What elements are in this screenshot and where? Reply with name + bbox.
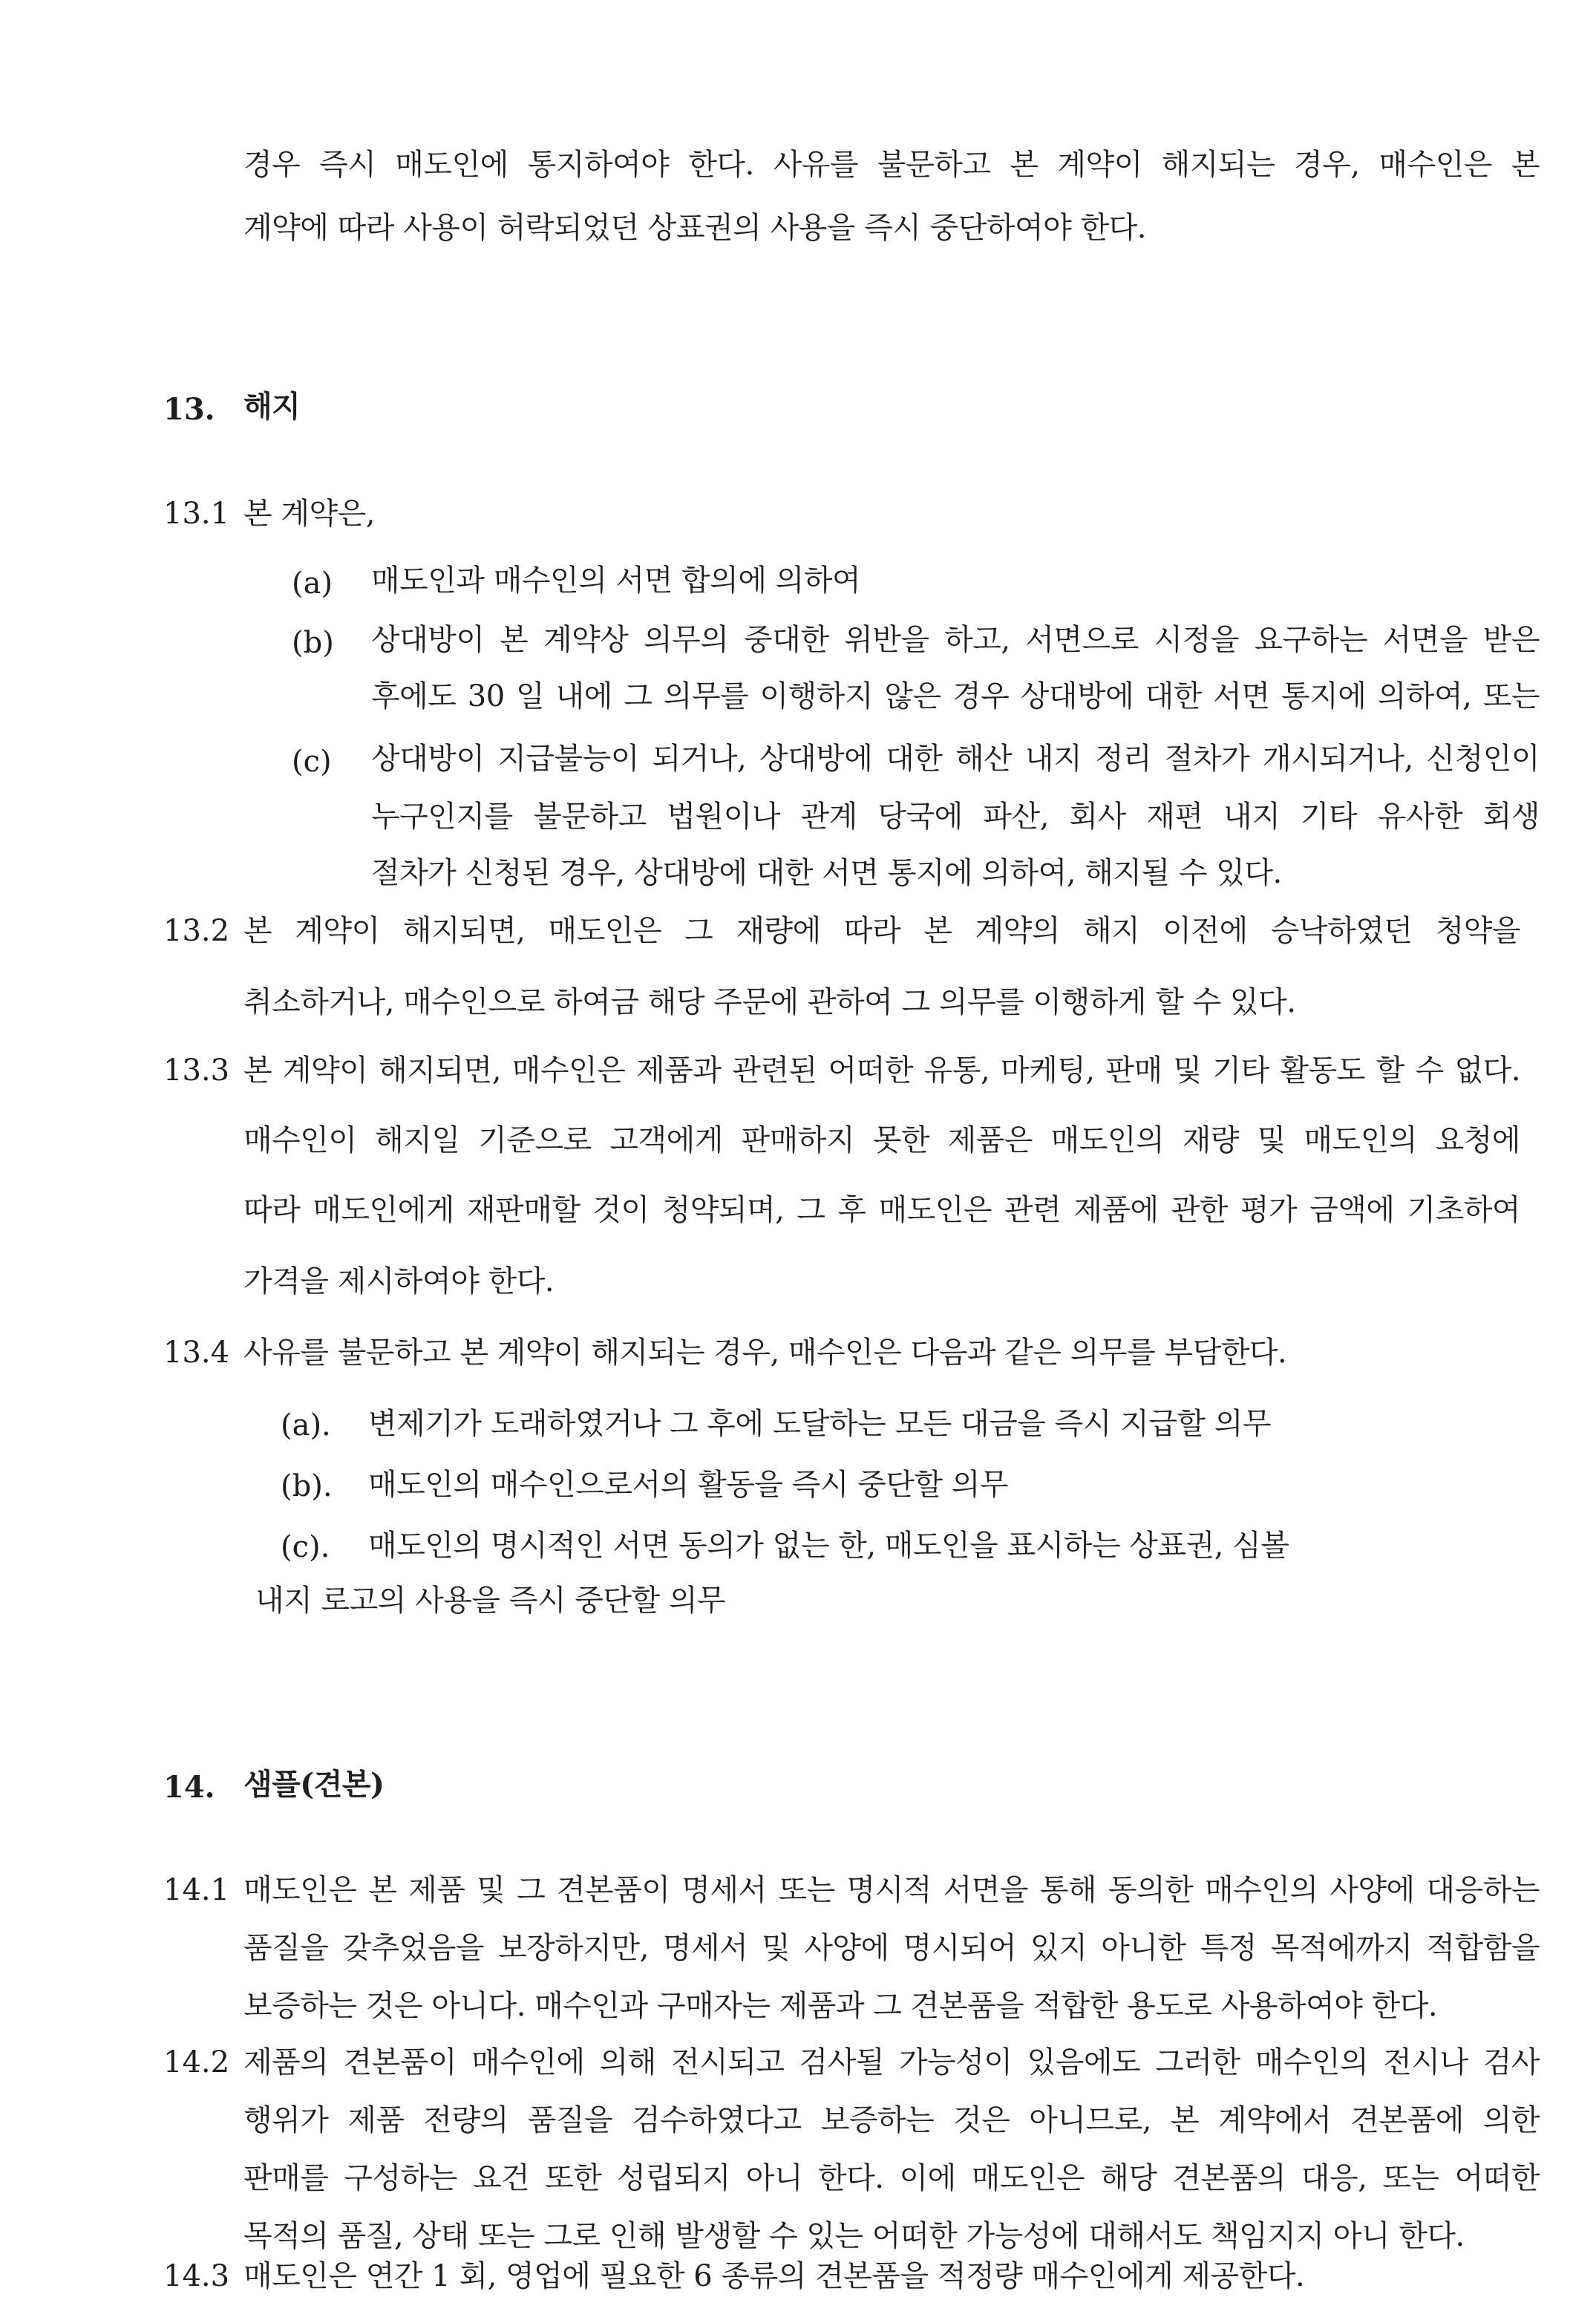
clause-number: 13.2 bbox=[163, 914, 230, 948]
item-label: (c) bbox=[292, 745, 332, 779]
clause-text: 제품의 견본품이 매수인에 의해 전시되고 검사될 가능성이 있음에도 그러한 매수인의 전시나 검사 bbox=[243, 2045, 1540, 2079]
item-text: 내지 로고의 사용을 즉시 중단할 의무 bbox=[255, 1584, 726, 1618]
clause-number: 13.3 bbox=[163, 1053, 230, 1088]
clause-text: 본 계약은, bbox=[243, 497, 375, 531]
paragraph-line: 계약에 따라 사용이 허락되었던 상표권의 사용을 즉시 중단하여야 한다. bbox=[243, 211, 1146, 245]
section-number: 13. bbox=[163, 392, 215, 427]
item-text: 매도인의 매수인으로서의 활동을 즉시 중단할 의무 bbox=[368, 1468, 1009, 1502]
clause-text: 가격을 제시하여야 한다. bbox=[243, 1264, 555, 1298]
clause-text: 본 계약이 해지되면, 매수인은 제품과 관련된 어떠한 유통, 마케팅, 판매 및 기타 활동도 할 수 없다. bbox=[243, 1053, 1520, 1088]
section-title: 샘플(견본) bbox=[243, 1767, 385, 1802]
clause-text: 취소하거나, 매수인으로 하여금 해당 주문에 관하여 그 의무를 이행하게 할 수 있다. bbox=[243, 985, 1296, 1019]
section-title: 해지 bbox=[243, 389, 301, 424]
clause-text: 행위가 제품 전량의 품질을 검수하였다고 보증하는 것은 아니므로, 본 계약에서 견본품에 의한 bbox=[243, 2103, 1540, 2137]
clause-text: 매수인이 해지일 기준으로 고객에게 판매하지 못한 제품은 매도인의 재량 및 매도인의 요청에 bbox=[243, 1123, 1520, 1157]
item-label: (a) bbox=[292, 566, 333, 601]
clause-text: 목적의 품질, 상태 또는 그로 인해 발생할 수 있는 어떠한 가능성에 대해서도 책임지지 아니 한다. bbox=[243, 2219, 1465, 2253]
item-text: 후에도 30 일 내에 그 의무를 이행하지 않은 경우 상대방에 대한 서면 통지에 의하여, 또는 bbox=[371, 679, 1540, 713]
clause-number: 14.2 bbox=[163, 2045, 230, 2079]
item-text: 상대방이 본 계약상 의무의 중대한 위반을 하고, 서면으로 시정을 요구하는 서면을 받은 bbox=[371, 623, 1540, 657]
item-label: (c). bbox=[281, 1530, 330, 1564]
item-text: 변제기가 도래하였거나 그 후에 도달하는 모든 대금을 즉시 지급할 의무 bbox=[368, 1407, 1271, 1441]
clause-number: 14.1 bbox=[163, 1873, 230, 1907]
clause-number: 13.1 bbox=[163, 497, 230, 531]
item-text: 절차가 신청된 경우, 상대방에 대한 서면 통지에 의하여, 해지될 수 있다. bbox=[371, 856, 1282, 890]
clause-text: 품질을 갖추었음을 보장하지만, 명세서 및 사양에 명시되어 있지 아니한 특정 목적에까지 적합함을 bbox=[243, 1931, 1540, 1965]
clause-text: 보증하는 것은 아니다. 매수인과 구매자는 제품과 그 견본품을 적합한 용도로 사용하여야 한다. bbox=[243, 1989, 1438, 2023]
item-text: 매도인과 매수인의 서면 합의에 의하여 bbox=[371, 563, 861, 598]
section-number: 14. bbox=[163, 1770, 215, 1805]
item-text: 누구인지를 불문하고 법원이나 관계 당국에 파산, 회사 재편 내지 기타 유사한 회생 bbox=[371, 800, 1540, 834]
paragraph-line: 경우 즉시 매도인에 통지하여야 한다. 사유를 불문하고 본 계약이 해지되는 경우, 매수인은 본 bbox=[243, 148, 1540, 182]
item-label: (b) bbox=[292, 626, 334, 660]
item-label: (b). bbox=[281, 1469, 333, 1503]
item-label: (a). bbox=[281, 1408, 331, 1442]
clause-text: 판매를 구성하는 요건 또한 성립되지 아니 한다. 이에 매도인은 해당 견본품의 대응, 또는 어떠한 bbox=[243, 2161, 1540, 2195]
item-text: 상대방이 지급불능이 되거나, 상대방에 대한 해산 내지 정리 절차가 개시되거나, 신청인이 bbox=[371, 742, 1540, 776]
clause-text: 따라 매도인에게 재판매할 것이 청약되며, 그 후 매도인은 관련 제품에 관한 평가 금액에 기초하여 bbox=[243, 1193, 1520, 1227]
clause-text: 사유를 불문하고 본 계약이 해지되는 경우, 매수인은 다음과 같은 의무를 부담한다. bbox=[243, 1336, 1287, 1370]
clause-text: 본 계약이 해지되면, 매도인은 그 재량에 따라 본 계약의 해지 이전에 승낙하였던 청약을 bbox=[243, 914, 1520, 948]
item-text: 매도인의 명시적인 서면 동의가 없는 한, 매도인을 표시하는 상표권, 심볼 bbox=[368, 1529, 1289, 1563]
clause-text: 매도인은 본 제품 및 그 견본품이 명세서 또는 명시적 서면을 통해 동의한 매수인의 사양에 대응하는 bbox=[243, 1873, 1540, 1907]
clause-number: 13.4 bbox=[163, 1336, 230, 1370]
clause-text: 매도인은 연간 1 회, 영업에 필요한 6 종류의 견본품을 적정량 매수인에게 제공한다. bbox=[243, 2259, 1305, 2293]
clause-number: 14.3 bbox=[163, 2259, 230, 2293]
